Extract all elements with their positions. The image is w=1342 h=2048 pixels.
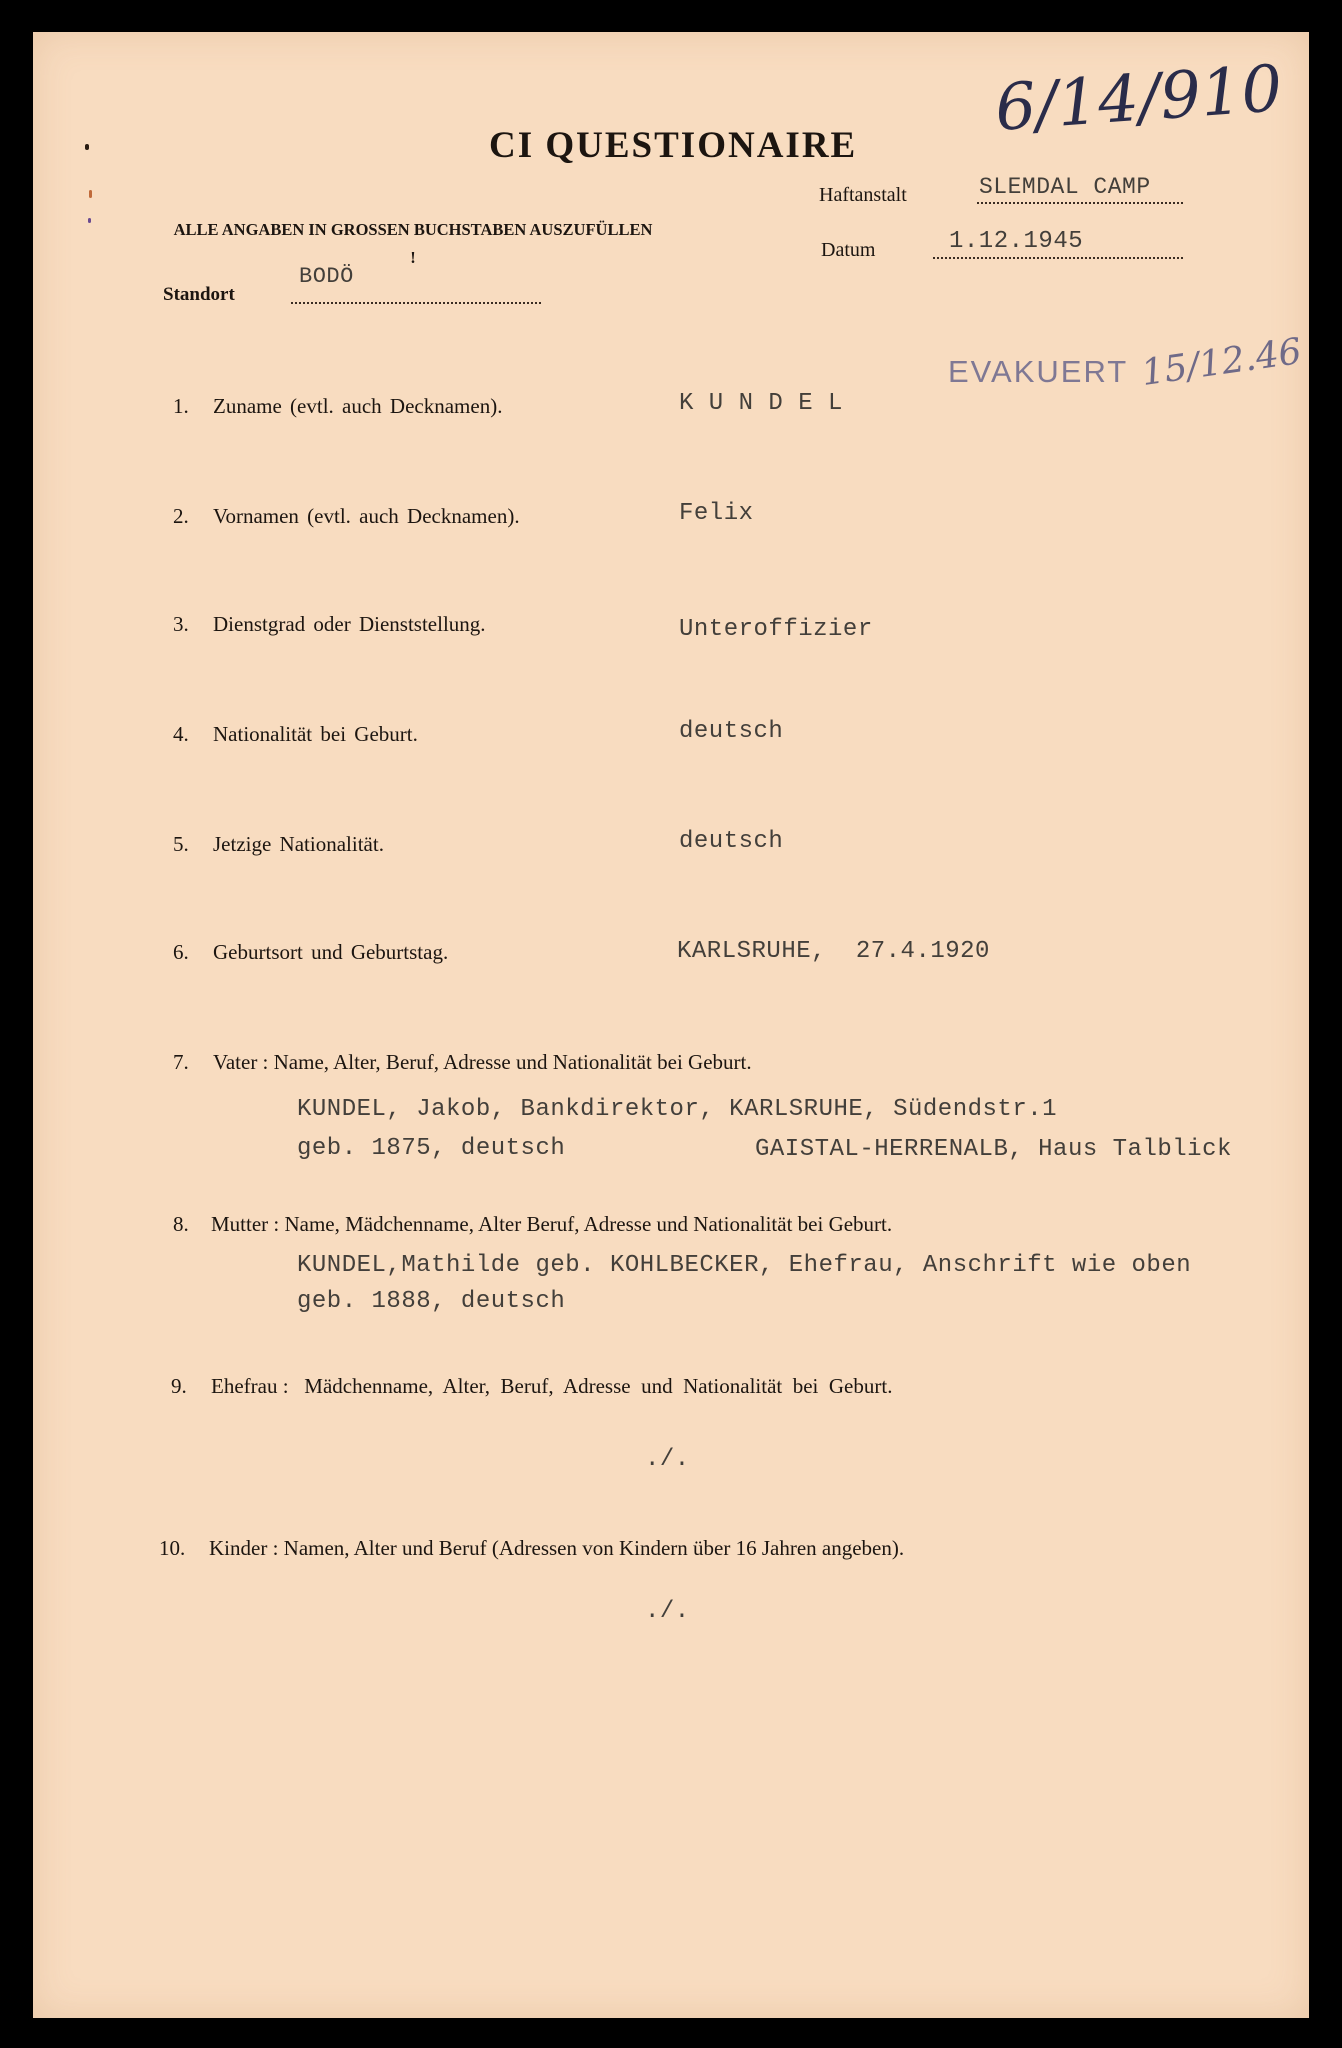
ehefrau-value: ./. xyxy=(645,1446,690,1473)
vater-line-1: KUNDEL, Jakob, Bankdirektor, KARLSRUHE, Südendstr.1 xyxy=(297,1096,1058,1123)
kinder-label: Kinder : Namen, Alter und Beruf (Adressen von Kindern über 16 Jahren angeben). xyxy=(209,1536,905,1560)
mutter-line-2: geb. 1888, deutsch xyxy=(297,1288,566,1315)
field-4-label: Nationalität bei Geburt. xyxy=(213,722,418,746)
mutter-line-1: KUNDEL,Mathilde geb. KOHLBECKER, Ehefrau, Anschrift wie oben xyxy=(297,1252,1192,1279)
standort-label: Standort xyxy=(163,284,235,305)
field-1-number: 1. xyxy=(173,394,189,418)
haftanstalt-line xyxy=(977,202,1183,204)
punch-mark xyxy=(85,144,89,150)
field-5-number: 5. xyxy=(173,832,189,856)
field-5-label: Jetzige Nationalität. xyxy=(213,832,384,856)
evakuert-stamp: EVAKUERT xyxy=(948,354,1129,389)
ehefrau-label: Ehefrau : Mädchenname, Alter, Beruf, Adresse und Nationalität bei Geburt. xyxy=(211,1374,893,1398)
vater-label: Vater : Name, Alter, Beruf, Adresse und Nationalität bei Geburt. xyxy=(213,1050,752,1074)
haftanstalt-value: SLEMDAL CAMP xyxy=(979,174,1151,200)
vater-line-2b: GAISTAL-HERRENALB, Haus Talblick xyxy=(755,1136,1232,1163)
datum-label: Datum xyxy=(821,239,876,261)
vater-number: 7. xyxy=(173,1050,189,1074)
punch-mark xyxy=(88,218,91,223)
field-3-label: Dienstgrad oder Dienststellung. xyxy=(213,612,486,636)
haftanstalt-label: Haftanstalt xyxy=(819,184,907,206)
document-title: CI QUESTIONAIRE xyxy=(489,125,858,166)
field-1-label: Zuname (evtl. auch Decknamen). xyxy=(213,394,503,418)
field-6-number: 6. xyxy=(173,940,189,964)
field-5-value: deutsch xyxy=(679,828,784,855)
mutter-label: Mutter : Name, Mädchenname, Alter Beruf, Adresse und Nationalität bei Geburt. xyxy=(211,1212,893,1236)
kinder-value: ./. xyxy=(645,1598,690,1625)
field-3-value: Unteroffizier xyxy=(679,616,873,643)
field-6-label: Geburtsort und Geburtstag. xyxy=(213,940,449,964)
datum-value: 1.12.1945 xyxy=(949,228,1084,255)
standort-value: BODÖ xyxy=(299,264,354,289)
field-6-value: KARLSRUHE, 27.4.1920 xyxy=(677,938,990,965)
instructions-notice: ALLE ANGABEN IN GROSSEN BUCHSTABEN AUSZUFÜLLEN ! xyxy=(173,220,653,267)
ehefrau-number: 9. xyxy=(171,1374,187,1398)
field-1-value: K U N D E L xyxy=(679,390,843,417)
field-2-value: Felix xyxy=(679,500,754,527)
handwritten-reference: 6/14/910 xyxy=(992,52,1285,146)
punch-mark xyxy=(89,190,92,198)
field-4-value: deutsch xyxy=(679,718,784,745)
datum-line xyxy=(933,257,1183,259)
vater-line-2a: geb. 1875, deutsch xyxy=(297,1135,566,1162)
stamp-handwritten-date: 15/12.46 xyxy=(1138,330,1305,395)
kinder-number: 10. xyxy=(159,1536,186,1560)
mutter-number: 8. xyxy=(173,1212,189,1236)
field-2-label: Vornamen (evtl. auch Decknamen). xyxy=(213,504,520,528)
questionnaire-sheet xyxy=(33,32,1309,2018)
field-3-number: 3. xyxy=(173,612,189,636)
field-4-number: 4. xyxy=(173,722,189,746)
field-2-number: 2. xyxy=(173,504,189,528)
standort-line xyxy=(291,302,541,304)
